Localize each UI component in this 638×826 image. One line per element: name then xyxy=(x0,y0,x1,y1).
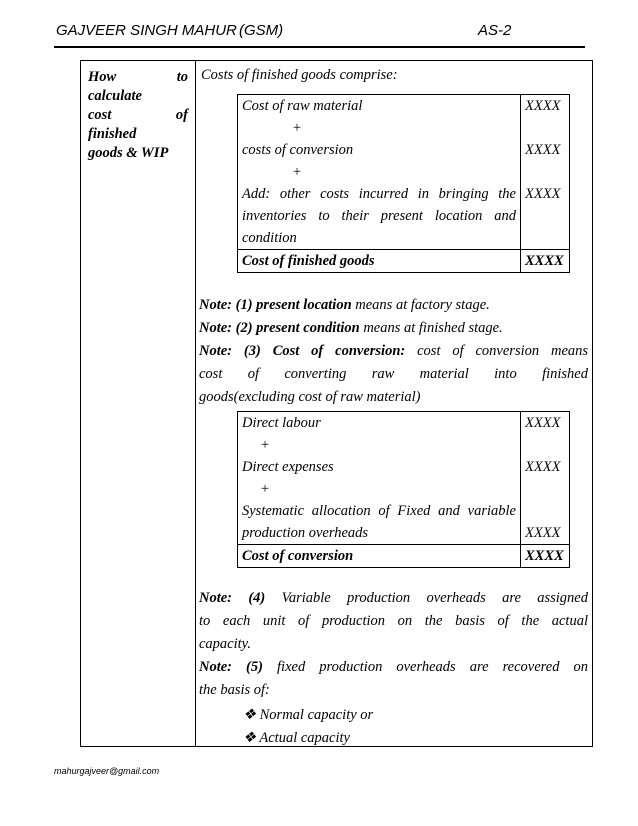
heading-line-3 xyxy=(88,106,188,125)
cost-items-cell xyxy=(238,95,521,250)
systematic-allocation-item: Systematic allocation of Fixed and variable production overheads xyxy=(242,503,516,541)
note-2-text: means at finished stage. xyxy=(363,320,503,336)
heading-word-of: of xyxy=(175,107,188,123)
amount: XXXX xyxy=(525,415,561,431)
heading-word-how: How xyxy=(88,69,117,85)
header-standard: AS-2 xyxy=(478,22,512,39)
finished-goods-cost-table xyxy=(237,94,570,273)
amounts-cell xyxy=(521,412,570,545)
page-header xyxy=(56,22,576,46)
other-costs-item: Add: other costs incurred in bringing the inventories to their present location and condition xyxy=(242,186,516,246)
amount: XXXX xyxy=(525,459,561,475)
note-4-text: Variable production overheads are assigned xyxy=(281,590,588,606)
direct-labour-item: Direct labour xyxy=(242,415,321,431)
diamond-bullet-icon: ❖ xyxy=(243,730,256,746)
note-5-line-2: the basis of: xyxy=(199,682,270,698)
note-2-term: present condition xyxy=(256,320,360,336)
note-4-label: Note: (4) xyxy=(199,590,266,606)
header-rule xyxy=(54,46,585,48)
note-5-text: fixed production overheads are recovered on xyxy=(277,659,589,675)
note-4-line-3: capacity. xyxy=(199,636,251,652)
notes-block-1 xyxy=(199,294,588,409)
footer-email: mahurgajveer@gmail.com xyxy=(54,766,160,776)
heading-word-calculate: calculate xyxy=(88,88,142,104)
list-item-text: Actual capacity xyxy=(259,730,350,746)
header-author: GAJVEER SINGH MAHUR xyxy=(56,22,237,39)
plus-sign: + xyxy=(292,164,302,180)
table-row-total xyxy=(238,250,570,273)
conversion-item: costs of conversion xyxy=(242,142,354,158)
amount: XXXX xyxy=(525,525,561,541)
note-3-line-2: cost of converting raw material into finished xyxy=(199,366,588,382)
intro-text: Costs of finished goods comprise: xyxy=(201,67,398,83)
heading-word-goods-wip: goods & WIP xyxy=(88,145,169,161)
content-table xyxy=(80,60,593,747)
note-5-label: Note: (5) xyxy=(199,659,263,675)
note-3-line-1 xyxy=(199,340,588,363)
left-heading xyxy=(88,68,188,163)
amount: XXXX xyxy=(525,98,561,114)
note-1 xyxy=(199,294,588,317)
table-row-total xyxy=(238,545,570,568)
notes-block-2 xyxy=(199,587,588,702)
total-label: Cost of finished goods xyxy=(238,250,521,273)
heading-word-to: to xyxy=(176,69,188,85)
note-5-line-1 xyxy=(199,656,588,679)
capacity-list xyxy=(243,704,373,750)
note-2 xyxy=(199,317,588,340)
list-item xyxy=(243,704,373,727)
amount: XXXX xyxy=(525,186,561,202)
raw-material-item: Cost of raw material xyxy=(242,98,363,114)
plus-sign: + xyxy=(292,120,302,136)
note-1-label: Note: (1) xyxy=(199,297,253,313)
conversion-cost-table xyxy=(237,411,570,568)
amount: XXXX xyxy=(525,142,561,158)
direct-expenses-item: Direct expenses xyxy=(242,459,334,475)
amounts-cell xyxy=(521,95,570,250)
column-divider xyxy=(195,61,196,746)
plus-sign: + xyxy=(260,437,270,453)
note-1-term: present location xyxy=(256,297,352,313)
total-label: Cost of conversion xyxy=(238,545,521,568)
note-4-line-1 xyxy=(199,587,588,610)
conversion-items-cell xyxy=(238,412,521,545)
plus-sign: + xyxy=(260,481,270,497)
diamond-bullet-icon: ❖ xyxy=(243,707,256,723)
heading-word-cost: cost xyxy=(88,107,112,123)
table-row xyxy=(238,412,570,545)
note-3-term: Cost of conversion: xyxy=(272,343,406,359)
note-2-label: Note: (2) xyxy=(199,320,253,336)
table-row xyxy=(238,95,570,250)
total-amount: XXXX xyxy=(521,250,570,273)
header-abbr: (GSM) xyxy=(239,22,284,39)
note-3-line-3: goods(excluding cost of raw material) xyxy=(199,389,421,405)
total-amount: XXXX xyxy=(521,545,570,568)
heading-word-finished: finished xyxy=(88,126,137,142)
heading-line-1 xyxy=(88,68,188,87)
note-3-label: Note: (3) xyxy=(199,343,261,359)
note-4-line-2: to each unit of production on the basis of the actual xyxy=(199,613,588,629)
note-3-text: cost of conversion means xyxy=(417,343,589,359)
list-item-text: Normal capacity or xyxy=(259,707,374,723)
list-item xyxy=(243,727,373,750)
note-1-text: means at factory stage. xyxy=(355,297,490,313)
